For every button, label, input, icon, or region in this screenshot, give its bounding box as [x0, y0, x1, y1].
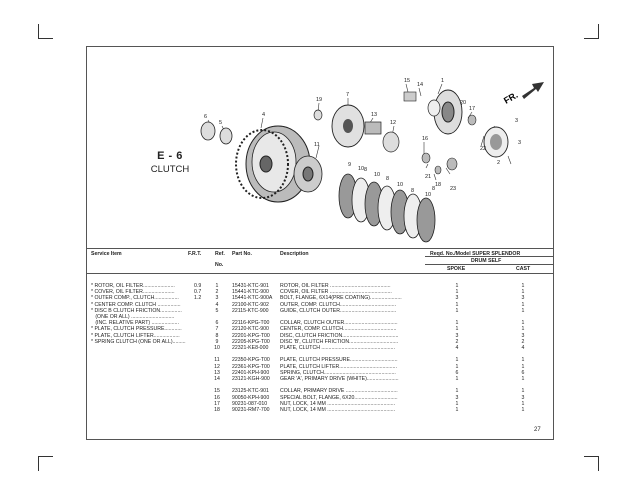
svg-text:10: 10 — [358, 166, 365, 172]
svg-text:9: 9 — [348, 162, 352, 168]
header-ref-no: No. — [215, 262, 224, 268]
svg-text:12: 12 — [390, 120, 397, 126]
header-spoke: SPOKE — [447, 266, 466, 272]
header-drum-self: DRUM SELF — [471, 258, 502, 264]
friction-discs — [339, 174, 435, 242]
service-items-list: * ROTOR, OIL FILTER...................... * COVER, OIL FILTER...................... * OUTER COMP., CLUTCH................. * CENTER COMP. CLUTCH ................ * DISC B CLUTCH FRICTION............... (ONE OR ALL) .............................. (INC. RELATIVE PART) ................... * PLATE, CLUTCH PRESSURE............ * PLATE, CLUTCH LIFTER.................. * SPRING CLUTCH (ONE OR ALL)......... — [91, 283, 186, 345]
section-code: E - 6 — [157, 150, 183, 162]
table-header-rule — [86, 273, 553, 274]
header-service-item: Service Item — [91, 251, 122, 257]
part-numbers: 15431-KTC-901 15441-KTC-900 15441-KTC-900A 22100-KTC-902 22115-KTC-900 22116-KPG-T00 22120-KTC-900 22201-KPG-T00 22205-KPG-T00 22321-KE8-000 22350-KPG-T00 22361-KPG-T00 22401-KPH-900 23121-KGH-900 23125-KTC-901 90050-KPH-900 90231-087-010 90231-RM7-700 — [232, 283, 273, 414]
svg-text:4: 4 — [262, 112, 266, 118]
svg-text:7: 7 — [346, 92, 350, 98]
svg-text:19: 19 — [316, 97, 323, 103]
svg-text:3: 3 — [515, 118, 519, 124]
fr-label: FR. — [502, 89, 520, 106]
ref-numbers: 1 2 3 4 5 6 7 8 9 10 11 12 13 14 15 16 17 18 — [214, 283, 220, 414]
svg-text:8: 8 — [386, 176, 390, 182]
front-arrow-icon — [522, 82, 544, 99]
crop-mark-top-left — [38, 24, 53, 39]
svg-text:6: 6 — [204, 114, 208, 120]
svg-text:11: 11 — [314, 142, 320, 148]
svg-text:8: 8 — [364, 167, 368, 173]
svg-text:15: 15 — [404, 78, 411, 84]
svg-text:3: 3 — [518, 140, 522, 146]
crop-mark-bottom-left — [38, 456, 53, 471]
svg-text:22: 22 — [480, 146, 487, 152]
svg-text:8: 8 — [432, 186, 436, 192]
spring-13 — [365, 122, 381, 134]
svg-text:1: 1 — [441, 78, 445, 84]
svg-text:8: 8 — [411, 188, 415, 194]
svg-text:14: 14 — [417, 82, 424, 88]
bushing-6 — [201, 122, 215, 140]
cast-quantities: 1 1 3 1 1 1 1 3 2 4 1 1 6 1 1 3 1 1 — [521, 283, 525, 414]
svg-text:10: 10 — [397, 182, 404, 188]
svg-text:17: 17 — [469, 106, 476, 112]
svg-text:13: 13 — [371, 112, 378, 118]
svg-text:2: 2 — [497, 160, 501, 166]
svg-text:5: 5 — [219, 120, 223, 126]
svg-text:10: 10 — [425, 192, 432, 198]
header-reqd-model: Reqd. No./Model SUPER SPLENDOR — [430, 251, 521, 257]
table-top-rule — [86, 248, 553, 249]
oil-filter-rotor — [404, 90, 462, 134]
svg-text:20: 20 — [460, 100, 467, 106]
svg-text:10: 10 — [374, 172, 381, 178]
oil-filter-cover — [484, 127, 508, 157]
clutch-exploded-diagram — [86, 46, 552, 248]
crop-mark-top-right — [584, 24, 599, 39]
collar-5 — [220, 128, 232, 144]
header-ref: Ref. — [215, 251, 225, 257]
header-frt: F.R.T. — [188, 251, 202, 257]
header-description: Description — [280, 251, 309, 257]
frt-values: 0.9 0.7 1.2 — [194, 283, 202, 302]
header-cast: CAST — [516, 266, 531, 272]
spoke-quantities: 1 1 3 1 1 1 1 3 2 4 1 1 6 1 1 3 1 1 — [455, 283, 459, 414]
section-name: CLUTCH — [150, 164, 190, 175]
clutch-center — [294, 156, 322, 192]
page-number: 27 — [534, 427, 541, 433]
svg-text:23: 23 — [450, 186, 457, 192]
section-title — [140, 150, 200, 175]
crop-mark-bottom-right — [584, 456, 599, 471]
descriptions: ROTOR, OIL FILTER .......................................... COVER, OIL FILTER ........................................... BOLT, FLANGE, 6X14(PRE COATING)...................... OUTER, COMP. CLUTCH....................................... GUIDE, CLUTCH OUTER....................................... COLLAR, CLUTCH OUTER..................................... CENTER, COMP. CLUTCH..................................... DISC, CLUTCH FRICTION....................................... DISC 'B', CLUTCH FRICTION.................................. PLATE, CLUTCH ................................................... PLATE, CLUTCH PRESSURE................................. PLATE, CLUTCH LIFTER........................................ SPRING, CLUTCH.................................................. GEAR 'A', PRIMARY DRIVE (WHITE)...................... COLLAR, PRIMARY DRIVE .................................... SPECIAL BOLT, FLANGE, 6X20.............................. NUT, LOCK, 14 MM ............................................... NUT, LOCK, 14 MM ............................................... — [280, 283, 402, 414]
svg-text:18: 18 — [435, 182, 442, 188]
svg-text:16: 16 — [422, 136, 429, 142]
pressure-plate — [332, 105, 364, 147]
svg-text:21: 21 — [425, 174, 432, 180]
header-part-no: Part No. — [232, 251, 252, 257]
